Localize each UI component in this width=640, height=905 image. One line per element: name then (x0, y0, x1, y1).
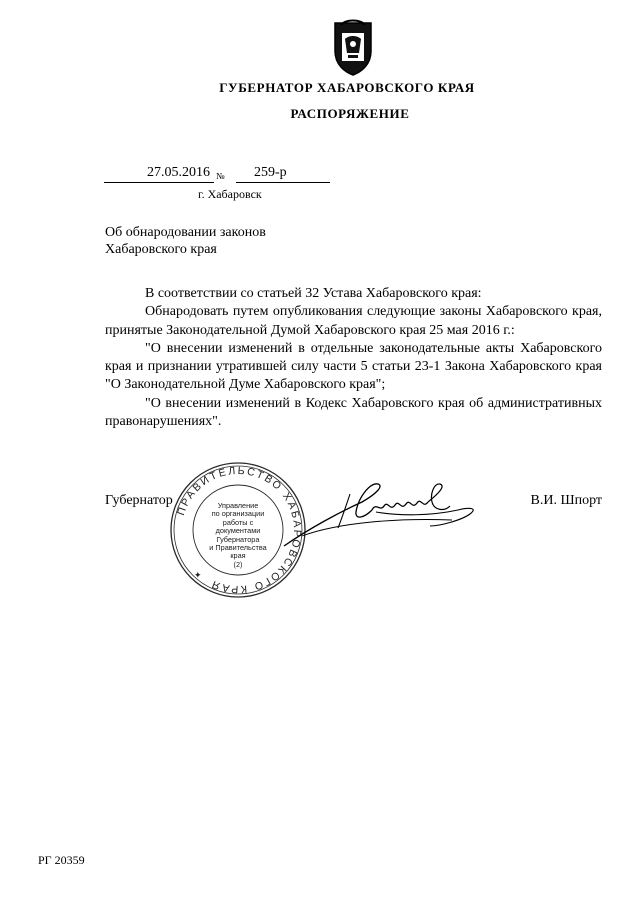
seal-line: Управление (217, 501, 259, 510)
body-paragraph: В соответствии со статьей 32 Устава Хабаровского края: (145, 286, 482, 301)
seal-inner-text (200, 502, 276, 569)
seal-line: по организации (211, 509, 265, 519)
footer-code: РГ 20359 (38, 853, 85, 867)
document-city: г. Хабаровск (198, 187, 262, 201)
body-paragraph: "О внесении изменений в Кодекс Хабаровского края об административных правонарушениях". (105, 395, 602, 430)
seal-line: (2) (233, 559, 243, 569)
authority-heading: ГУБЕРНАТОР ХАБАРОВСКОГО КРАЯ (219, 80, 475, 95)
document-date: 27.05.2016 (104, 165, 214, 183)
document-body (105, 285, 602, 431)
coat-of-arms-emblem (327, 15, 379, 77)
seal-line: работы с документами (215, 517, 261, 536)
document-number: 259-р (236, 165, 330, 183)
document-subject: Об обнародовании законов Хабаровского края (105, 225, 266, 257)
handwritten-signature (280, 472, 490, 552)
seal-line: края (230, 551, 246, 561)
number-sign: № (216, 171, 225, 181)
seal-line: и Правительства (209, 543, 267, 553)
document-type-heading: РАСПОРЯЖЕНИЕ (290, 106, 410, 121)
seal-ring-text: ПРАВИТЕЛЬСТВО ХАБАРОВСКОГО КРАЯ (175, 464, 304, 596)
body-paragraph: "О внесении изменений в отдельные законодательные акты Хабаровского края и признании утратившей силу части 5 статьи 23-1 Закона Хабаровского края "О Законодательной Думе Хабаровского края"; (105, 340, 602, 393)
seal-line: Губернатора (216, 534, 260, 544)
svg-text:✦: ✦ (194, 570, 202, 580)
signatory-title: Губернатор (105, 493, 173, 508)
signatory-name: В.И. Шпорт (530, 493, 602, 508)
body-paragraph: Обнародовать путем опубликования следующие законы Хабаровского края, принятые Законодательной Думой Хабаровского края 25 мая 2016 г.: (105, 304, 602, 338)
